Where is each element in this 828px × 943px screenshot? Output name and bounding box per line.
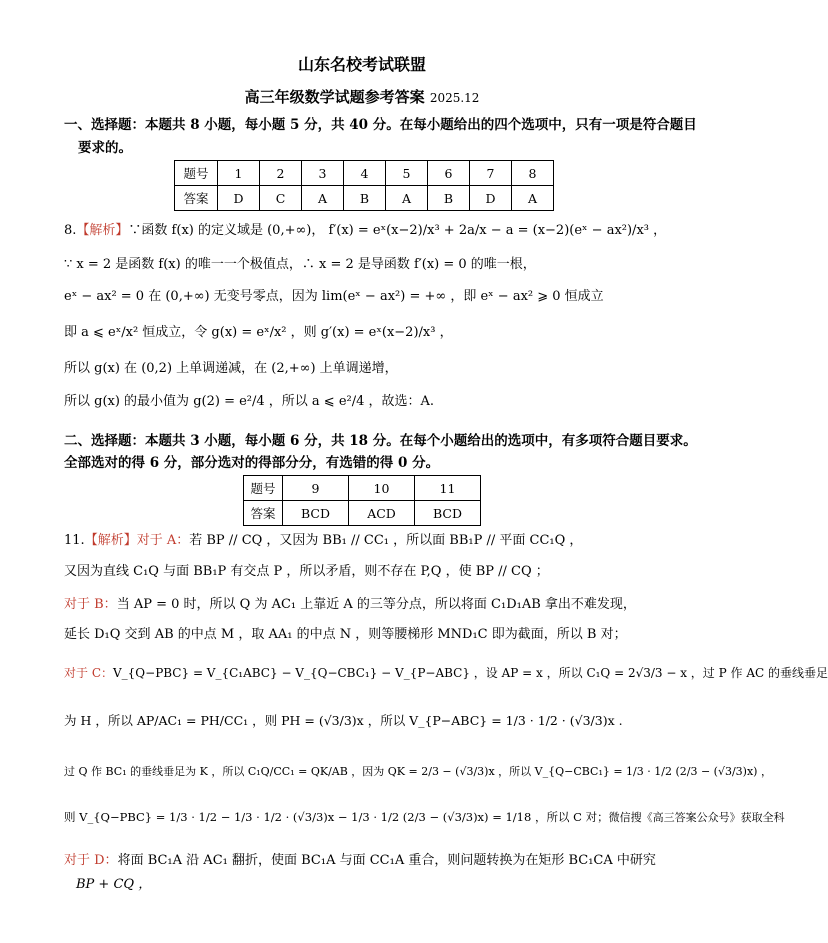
q11-line-d1 bbox=[64, 852, 656, 870]
q11-case-d-label: 对于 D： bbox=[64, 853, 118, 868]
table-cell: 6 bbox=[428, 161, 470, 186]
q8-line6: 所以 g(x) 的最小值为 g(2) = e²/4 ，所以 a ⩽ e²/4 ，故选：A. bbox=[64, 394, 435, 409]
table-cell: 11 bbox=[415, 476, 481, 501]
table-row-numbers bbox=[244, 476, 481, 501]
table-cell: ACD bbox=[349, 501, 415, 526]
table-cell: 7 bbox=[470, 161, 512, 186]
page-title bbox=[0, 86, 724, 107]
table-cell: C bbox=[260, 186, 302, 211]
table-cell: D bbox=[218, 186, 260, 211]
table-header-cell: 答案 bbox=[175, 186, 218, 211]
q11-line-c3: 过 Q 作 BC₁ 的垂线垂足为 K ，所以 C₁Q/CC₁ = QK/AB ，因为 QK = 2/3 − (√3/3)x ，所以 V_{Q−CBC₁} = 1/3 · 1/2 (2/3 − (√3/3)x) ， bbox=[64, 765, 772, 778]
q11-line-a1 bbox=[64, 532, 582, 550]
table-cell: 4 bbox=[344, 161, 386, 186]
exam-org-title: 山东名校考试联盟 bbox=[297, 55, 426, 74]
table-cell: A bbox=[386, 186, 428, 211]
table-cell: B bbox=[428, 186, 470, 211]
table-cell: 2 bbox=[260, 161, 302, 186]
q8-analysis-tag: 【解析】 bbox=[76, 223, 129, 238]
q11-analysis-tag: 【解析】 bbox=[84, 533, 137, 548]
table-cell: BCD bbox=[283, 501, 349, 526]
table-header-cell: 答案 bbox=[244, 501, 283, 526]
table-cell: 8 bbox=[512, 161, 554, 186]
q11-line-a2: 又因为直线 C₁Q 与面 BB₁P 有交点 P ，所以矛盾，则不存在 P,Q ，使 BP // CQ ； bbox=[64, 564, 549, 579]
section1-answer-table bbox=[174, 160, 554, 211]
watermark-text: 微信搜《高三答案公众号》获取全科 bbox=[608, 811, 785, 824]
q11-case-c-result: 则 V_{Q−PBC} = 1/3 · 1/2 − 1/3 · 1/2 · (√3/3)x − 1/3 · 1/2 (2/3 − (√3/3)x) = 1/18 ，所以 C 对； bbox=[64, 810, 609, 824]
q11-number: 11. bbox=[64, 533, 85, 548]
q11-case-c-label: 对于 C： bbox=[64, 666, 113, 680]
section2-intro-line1: 二、选择题：本题共 3 小题，每小题 6 分，共 18 分。在每个小题给出的选项中，有多项符合题目要求。 bbox=[64, 433, 697, 449]
table-cell: A bbox=[512, 186, 554, 211]
q11-line-c1 bbox=[64, 664, 828, 682]
q11-case-b-label: 对于 B： bbox=[64, 597, 117, 612]
q8-line5: 所以 g(x) 在 (0,2) 上单调递减，在 (2,+∞) 上单调递增， bbox=[64, 361, 398, 376]
q11-line-c4 bbox=[64, 808, 785, 827]
section1-intro-line1: 一、选择题：本题共 8 小题，每小题 5 分，共 40 分。在每小题给出的四个选项中，只有一项是符合题目 bbox=[64, 117, 697, 133]
q11-line-b1 bbox=[64, 596, 636, 614]
table-cell: 1 bbox=[218, 161, 260, 186]
table-cell: 9 bbox=[283, 476, 349, 501]
section2-intro-line2: 全部选对的得 6 分，部分选对的得部分分，有选错的得 0 分。 bbox=[64, 455, 440, 471]
table-cell: 5 bbox=[386, 161, 428, 186]
q11-case-d-text: 将面 BC₁A 沿 AC₁ 翻折，使面 BC₁A 与面 CC₁A 重合，则问题转换为在矩形 BC₁CA 中研究 bbox=[117, 853, 656, 868]
q8-line1 bbox=[64, 222, 666, 240]
q8-line2: ∵ x = 2 是函数 f(x) 的唯一一个极值点，∴ x = 2 是导函数 f′(x) = 0 的唯一根， bbox=[64, 257, 536, 272]
section1-intro-line2: 要求的。 bbox=[78, 140, 132, 156]
table-cell: 10 bbox=[349, 476, 415, 501]
table-cell: 3 bbox=[302, 161, 344, 186]
title-text: 高三年级数学试题参考答案 bbox=[244, 88, 425, 106]
table-row-answers bbox=[175, 186, 554, 211]
q11-line-d2: BP + CQ ， bbox=[76, 877, 152, 892]
table-header-cell: 题号 bbox=[175, 161, 218, 186]
q8-line4: 即 a ⩽ eˣ/x² 恒成立，令 g(x) = eˣ/x² ，则 g′(x) = eˣ(x−2)/x³ ， bbox=[64, 325, 453, 340]
table-row-numbers bbox=[175, 161, 554, 186]
table-cell: D bbox=[470, 186, 512, 211]
title-date: 2025.12 bbox=[429, 91, 480, 105]
q8-number: 8. bbox=[64, 223, 77, 238]
section2-answer-table bbox=[243, 475, 481, 526]
q11-case-a-text: 若 BP // CQ ，又因为 BB₁ // CC₁ ，所以面 BB₁P // 平面 CC₁Q ， bbox=[189, 533, 583, 548]
table-cell: A bbox=[302, 186, 344, 211]
q11-line-b2: 延长 D₁Q 交到 AB 的中点 M ，取 AA₁ 的中点 N ，则等腰梯形 MND₁C 即为截面，所以 B 对； bbox=[64, 627, 627, 642]
q11-case-b-text: 当 AP = 0 时，所以 Q 为 AC₁ 上靠近 A 的三等分点，所以将面 C₁D₁AB 拿出不难发现， bbox=[116, 597, 636, 612]
table-header-cell: 题号 bbox=[244, 476, 283, 501]
table-cell: B bbox=[344, 186, 386, 211]
q11-case-c-text: V_{Q−PBC} = V_{C₁ABC} − V_{Q−CBC₁} − V_{P−ABC} ，设 AP = x ，所以 C₁Q = 2√3/3 − x ，过 P 作 AC 的垂线垂足 bbox=[113, 666, 828, 680]
q11-case-a-label: 对于 A： bbox=[136, 533, 190, 548]
table-cell: BCD bbox=[415, 501, 481, 526]
q8-line3: eˣ − ax² = 0 在 (0,+∞) 无变号零点，因为 lim(eˣ − ax²) = +∞ ，即 eˣ − ax² ⩾ 0 恒成立 bbox=[64, 289, 604, 304]
table-row-answers bbox=[244, 501, 481, 526]
q8-text: ∵函数 f(x) 的定义域是 (0,+∞)， f′(x) = eˣ(x−2)/x³ + 2a/x − a = (x−2)(eˣ − ax²)/x³ ， bbox=[128, 223, 667, 238]
q11-line-c2: 为 H ，所以 AP/AC₁ = PH/CC₁ ，则 PH = (√3/3)x ，所以 V_{P−ABC} = 1/3 · 1/2 · (√3/3)x . bbox=[64, 713, 623, 728]
